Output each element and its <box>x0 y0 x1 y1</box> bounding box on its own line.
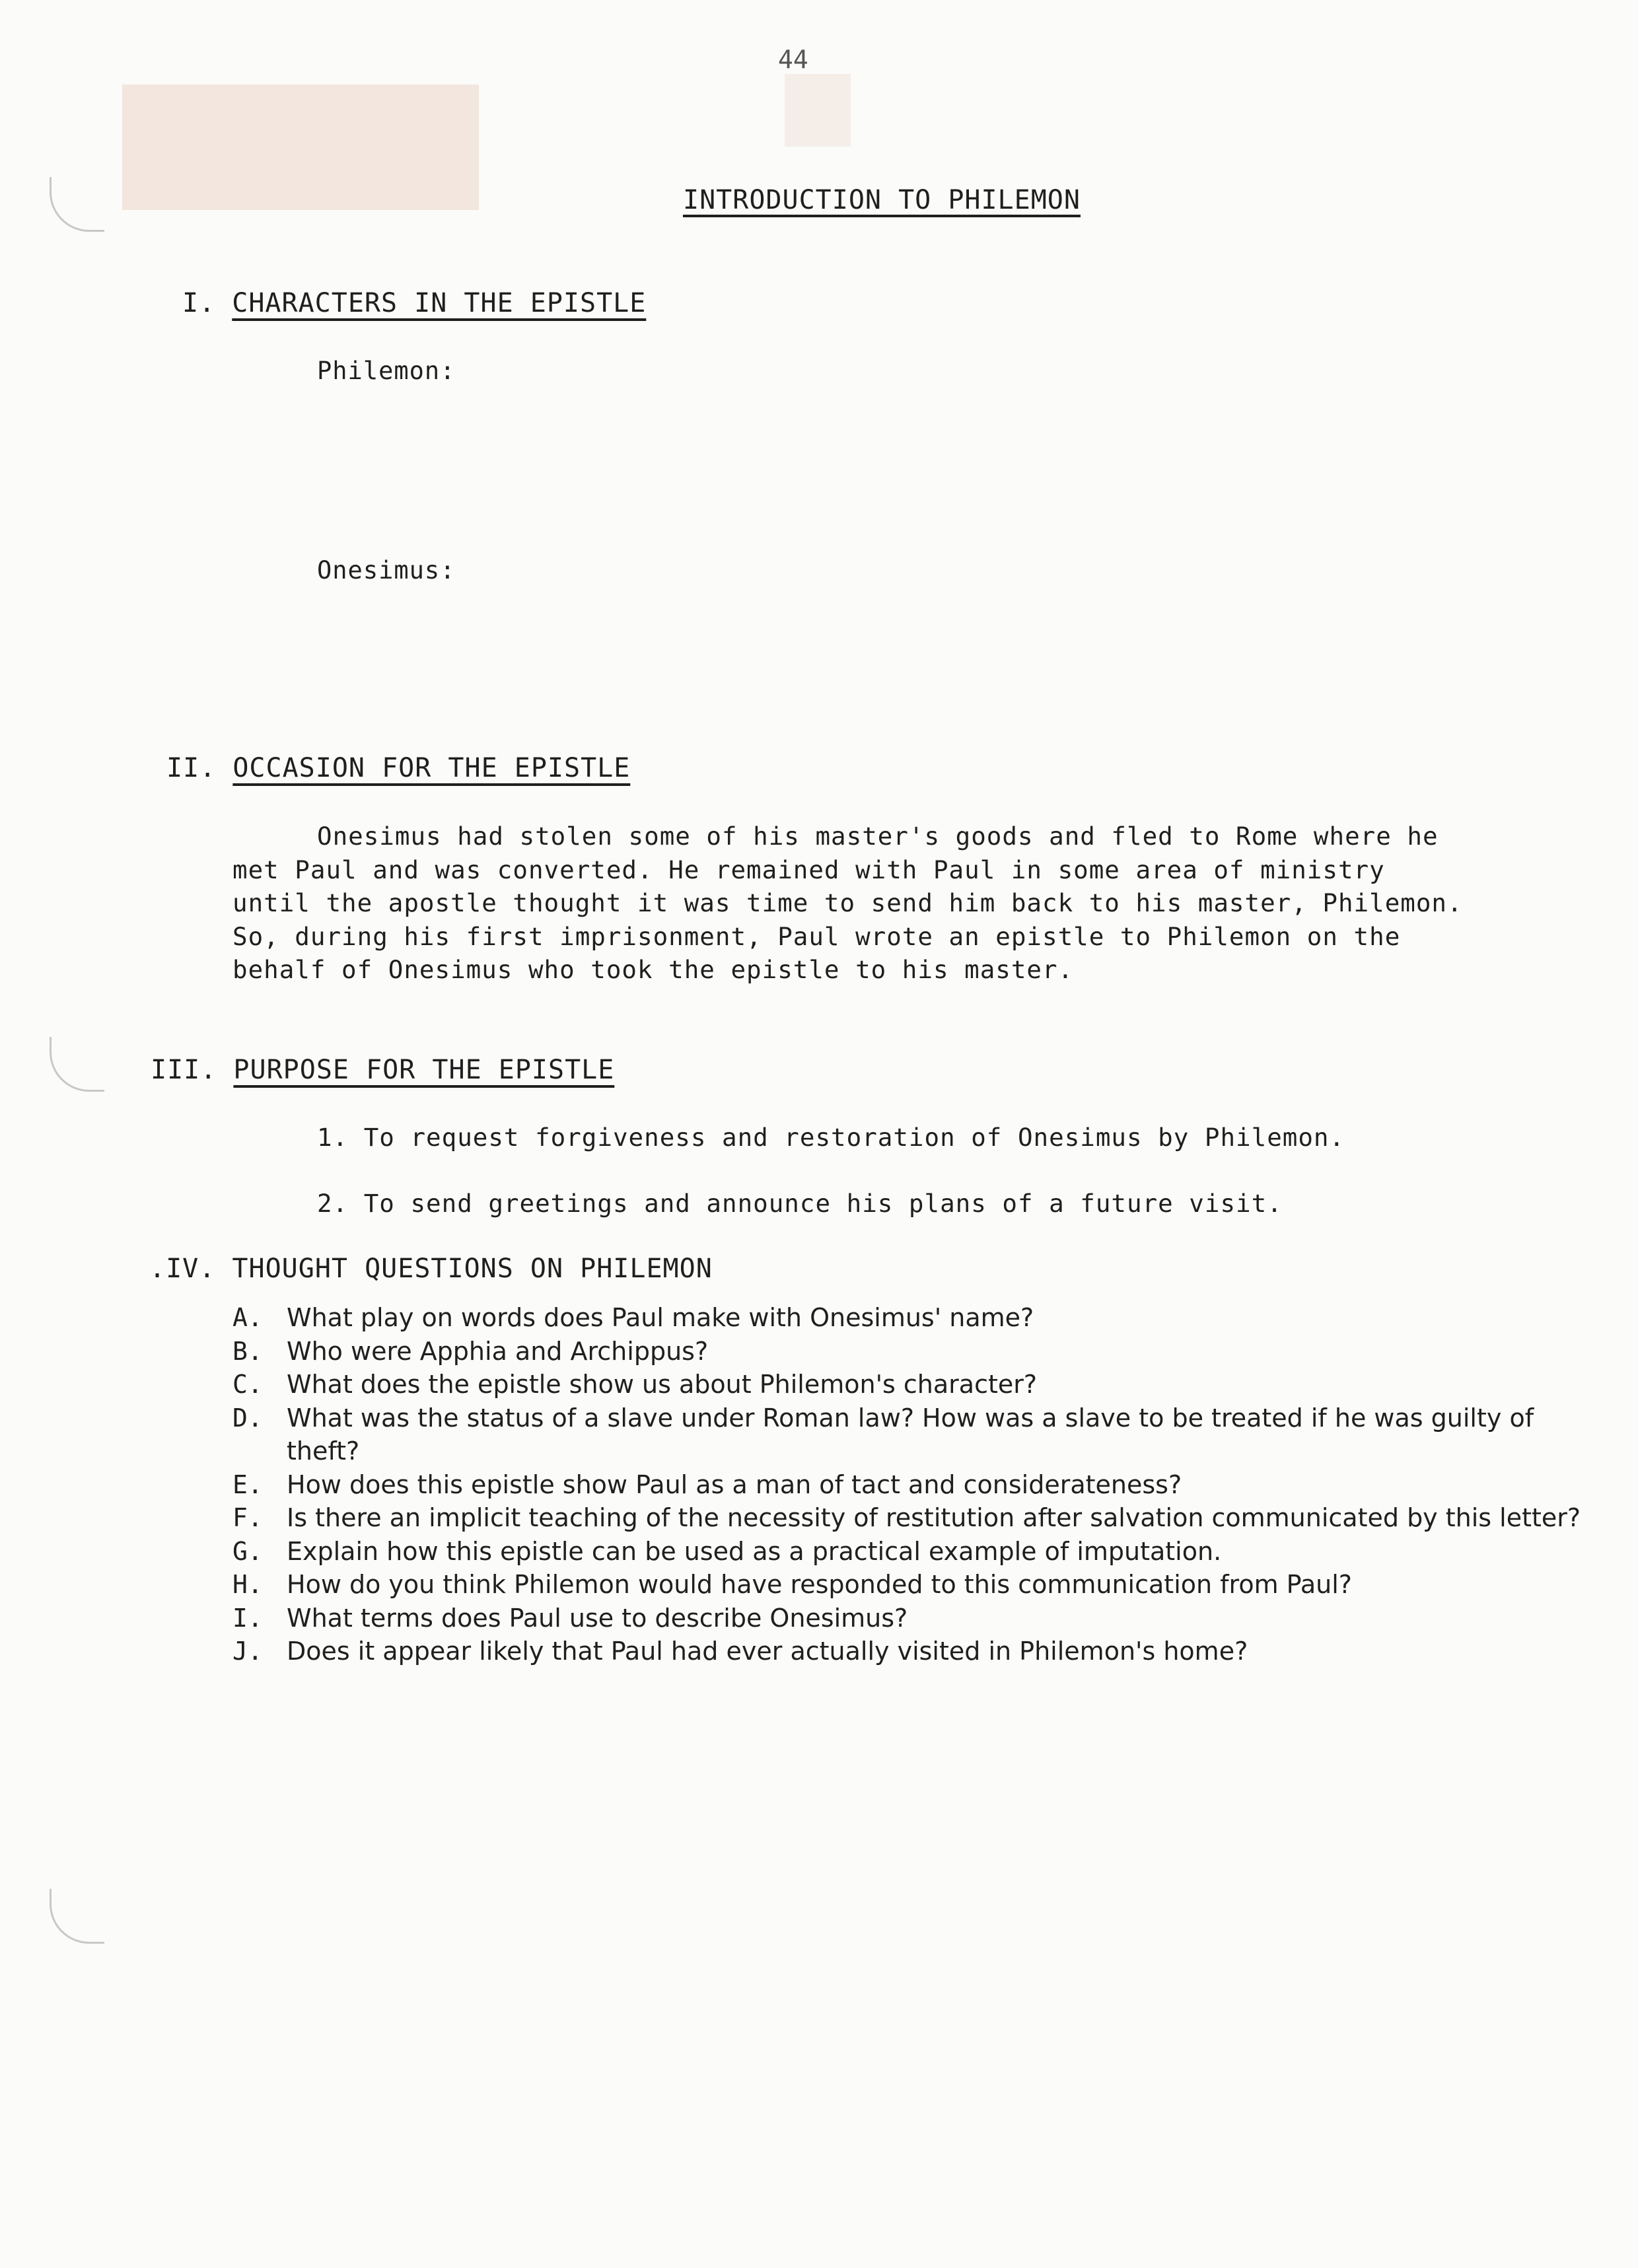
purpose-item: 2. To send greetings and announce his plans of a future visit. <box>317 1189 1283 1218</box>
purpose-item: 1. To request forgiveness and restoration of Onesimus by Philemon. <box>317 1123 1345 1152</box>
question-letter: B. <box>232 1336 263 1366</box>
paragraph-line: met Paul and was converted. He remained with Paul in some area of ministry <box>232 855 1385 884</box>
bleed-through-tab <box>785 74 851 147</box>
section-numeral: I. <box>182 288 216 318</box>
question-letter: A. <box>232 1303 263 1332</box>
question-item <box>232 1468 1586 1502</box>
question-letter: J. <box>232 1637 263 1666</box>
question-letter: G. <box>232 1536 263 1566</box>
section-heading-occasion <box>166 753 630 783</box>
question-letter: E. <box>232 1470 263 1499</box>
question-text: What play on words does Paul make with Onesimus' name? <box>287 1303 1034 1332</box>
question-letter: F. <box>232 1503 263 1532</box>
character-onesimus: Onesimus: <box>317 556 456 585</box>
section-title: THOUGHT QUESTIONS ON PHILEMON <box>232 1254 713 1284</box>
section-title: PURPOSE FOR THE EPISTLE <box>233 1055 615 1085</box>
section-numeral: II. <box>166 753 217 783</box>
question-text: Does it appear likely that Paul had ever actually visited in Philemon's home? <box>287 1637 1248 1666</box>
binder-hole-mark <box>50 177 104 232</box>
question-text: Is there an implicit teaching of the necessity of restitution after salvation communicated by this letter? <box>287 1503 1581 1532</box>
question-item <box>232 1368 1586 1401</box>
paragraph-line: until the apostle thought it was time to send him back to his master, Philemon. <box>232 888 1463 917</box>
paragraph-line: Onesimus had stolen some of his master's goods and fled to Rome where he <box>317 822 1439 851</box>
question-letter: I. <box>232 1603 263 1633</box>
question-text: How does this epistle show Paul as a man of tact and considerateness? <box>287 1470 1182 1499</box>
section-heading-questions <box>149 1254 713 1284</box>
question-item <box>232 1501 1586 1535</box>
section-heading-purpose <box>151 1055 614 1085</box>
paragraph-line: behalf of Onesimus who took the epistle to his master. <box>232 955 1074 984</box>
bleed-through-label <box>122 85 479 210</box>
occasion-paragraph <box>232 820 1547 987</box>
page-number: 44 <box>778 45 808 74</box>
question-item <box>232 1535 1586 1569</box>
paragraph-line: So, during his first imprisonment, Paul wrote an epistle to Philemon on the <box>232 921 1401 951</box>
section-heading-characters <box>182 288 646 318</box>
section-numeral: .IV. <box>149 1254 216 1284</box>
question-letter: H. <box>232 1570 263 1599</box>
question-item <box>232 1602 1586 1635</box>
binder-hole-mark <box>50 1889 104 1944</box>
question-item <box>232 1401 1586 1468</box>
question-list <box>232 1301 1586 1668</box>
question-letter: C. <box>232 1370 263 1399</box>
question-text: Who were Apphia and Archippus? <box>287 1336 709 1366</box>
question-text: What terms does Paul use to describe Onesimus? <box>287 1603 908 1633</box>
question-item <box>232 1301 1586 1335</box>
question-item <box>232 1568 1586 1602</box>
character-philemon: Philemon: <box>317 357 456 385</box>
question-item <box>232 1635 1586 1668</box>
section-title: OCCASION FOR THE EPISTLE <box>232 753 631 783</box>
question-text: How do you think Philemon would have responded to this communication from Paul? <box>287 1570 1352 1599</box>
question-text: Explain how this epistle can be used as a practical example of imputation. <box>287 1536 1222 1566</box>
section-numeral: III. <box>151 1055 217 1085</box>
question-text: What was the status of a slave under Roman law? How was a slave to be treated if he was guilty of theft? <box>287 1403 1534 1466</box>
document-title: INTRODUCTION TO PHILEMON <box>683 185 1081 215</box>
question-text: What does the epistle show us about Philemon's character? <box>287 1370 1038 1399</box>
question-item <box>232 1335 1586 1368</box>
question-letter: D. <box>232 1403 263 1433</box>
binder-hole-mark <box>50 1037 104 1092</box>
section-title: CHARACTERS IN THE EPISTLE <box>232 288 647 318</box>
